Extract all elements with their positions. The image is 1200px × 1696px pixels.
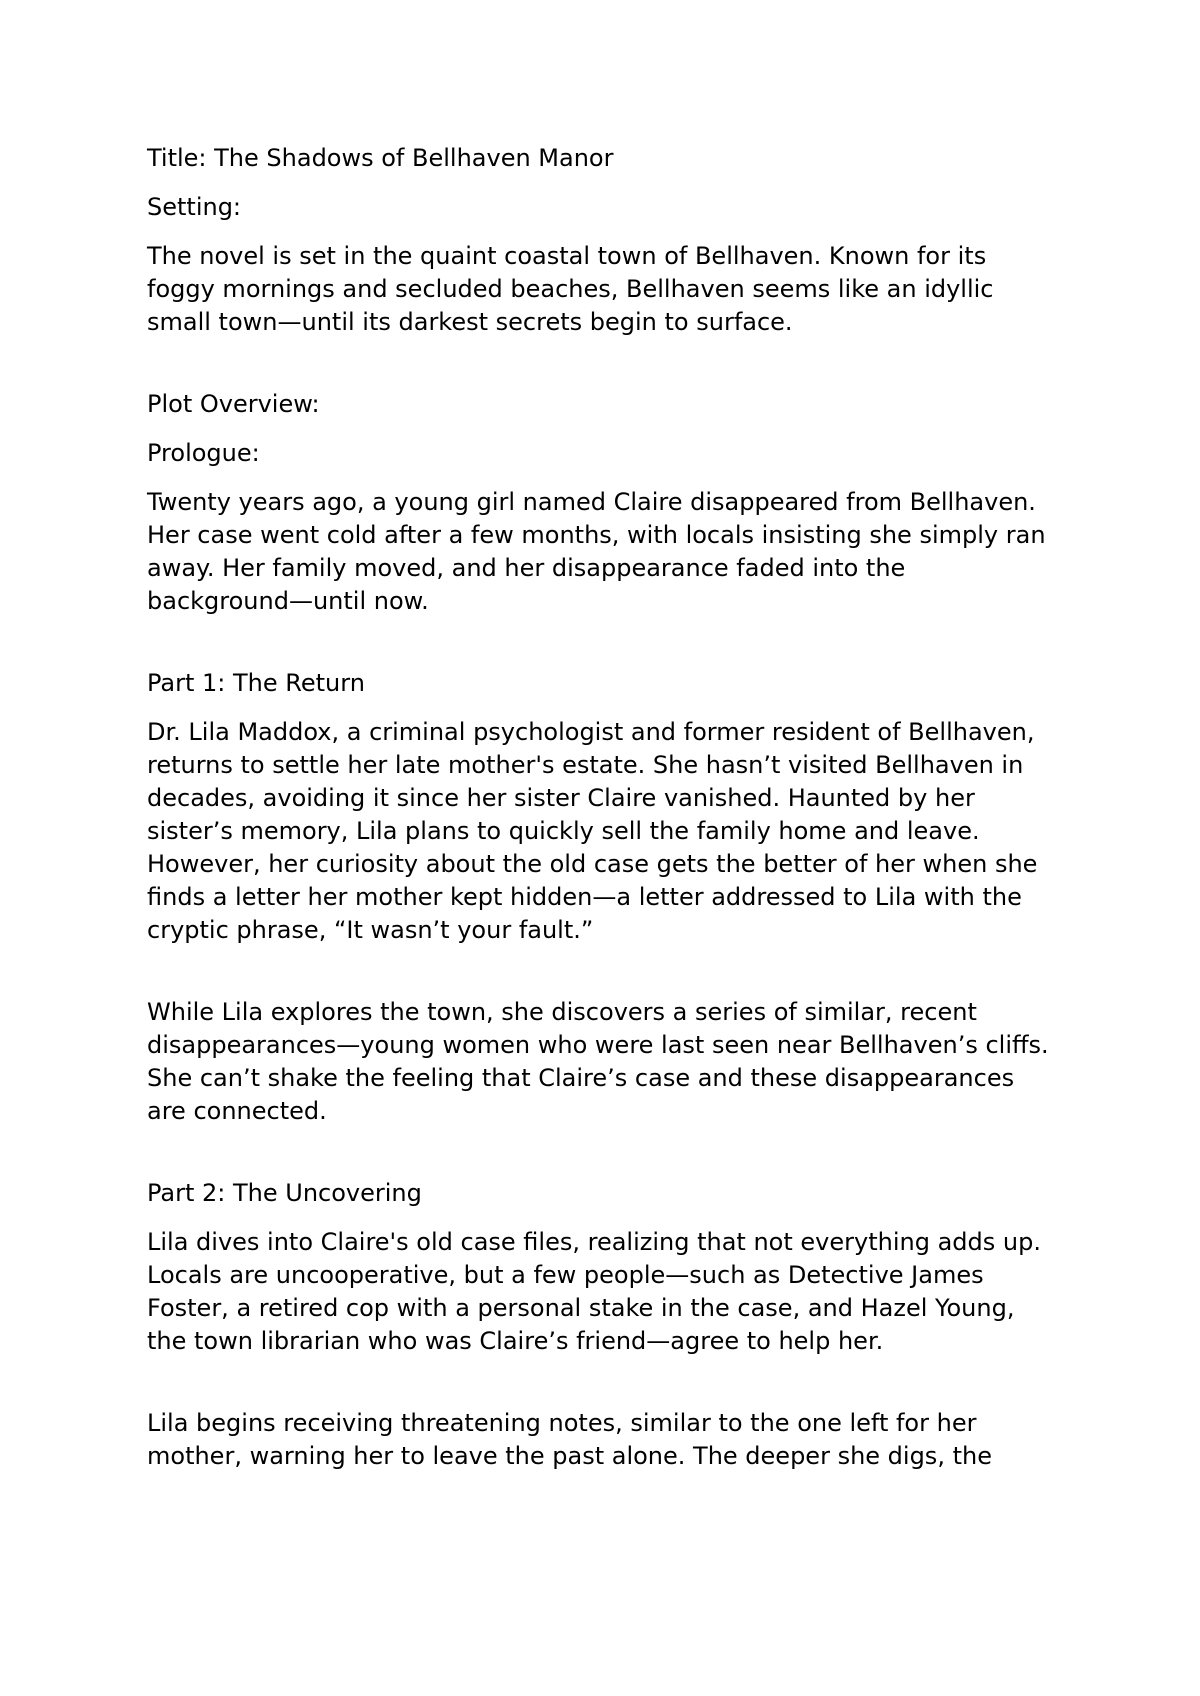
setting-label: Setting: [147,193,242,221]
plot-overview-label: Plot Overview: [147,390,320,418]
setting-paragraph: The novel is set in the quaint coastal town of Bellhaven. Known for its foggy mornings and secluded beaches, Bellhaven seems like an idyllic small town—until its darkest secrets begin to surface. [147,242,994,336]
part1-label: Part 1: The Return [147,669,365,697]
prologue-paragraph: Twenty years ago, a young girl named Claire disappeared from Bellhaven. Her case went cold after a few months, with locals insisting she simply ran away. Her family moved, and her disappearance faded into the background—until now. [147,488,1046,615]
part2-paragraph-1: Lila dives into Claire's old case files, realizing that not everything adds up. Locals are uncooperative, but a few people—such as Detective James Foster, a retired cop with a personal stake in the case, and Hazel Young, the town librarian who was Claire’s friend—agree to help her. [147,1228,1041,1355]
part2-label: Part 2: The Uncovering [147,1179,422,1207]
prologue-label: Prologue: [147,439,260,467]
document-body [147,142,1077,1473]
part2-paragraph-2: Lila begins receiving threatening notes, similar to the one left for her mother, warning her to leave the past alone. The deeper she digs, the [147,1409,992,1470]
part1-paragraph-2: While Lila explores the town, she discovers a series of similar, recent disappearances—young women who were last seen near Bellhaven’s cliffs. She can’t shake the feeling that Claire’s case and these disappearances are connected. [147,998,1049,1125]
part1-paragraph-1: Dr. Lila Maddox, a criminal psychologist and former resident of Bellhaven, returns to settle her late mother's estate. She hasn’t visited Bellhaven in decades, avoiding it since her sister Claire vanished. Haunted by her sister’s memory, Lila plans to quickly sell the family home and leave. However, her curiosity about the old case gets the better of her when she finds a letter her mother kept hidden—a letter addressed to Lila with the cryptic phrase, “It wasn’t your fault.” [147,718,1038,944]
title-line: Title: The Shadows of Bellhaven Manor [147,144,614,172]
